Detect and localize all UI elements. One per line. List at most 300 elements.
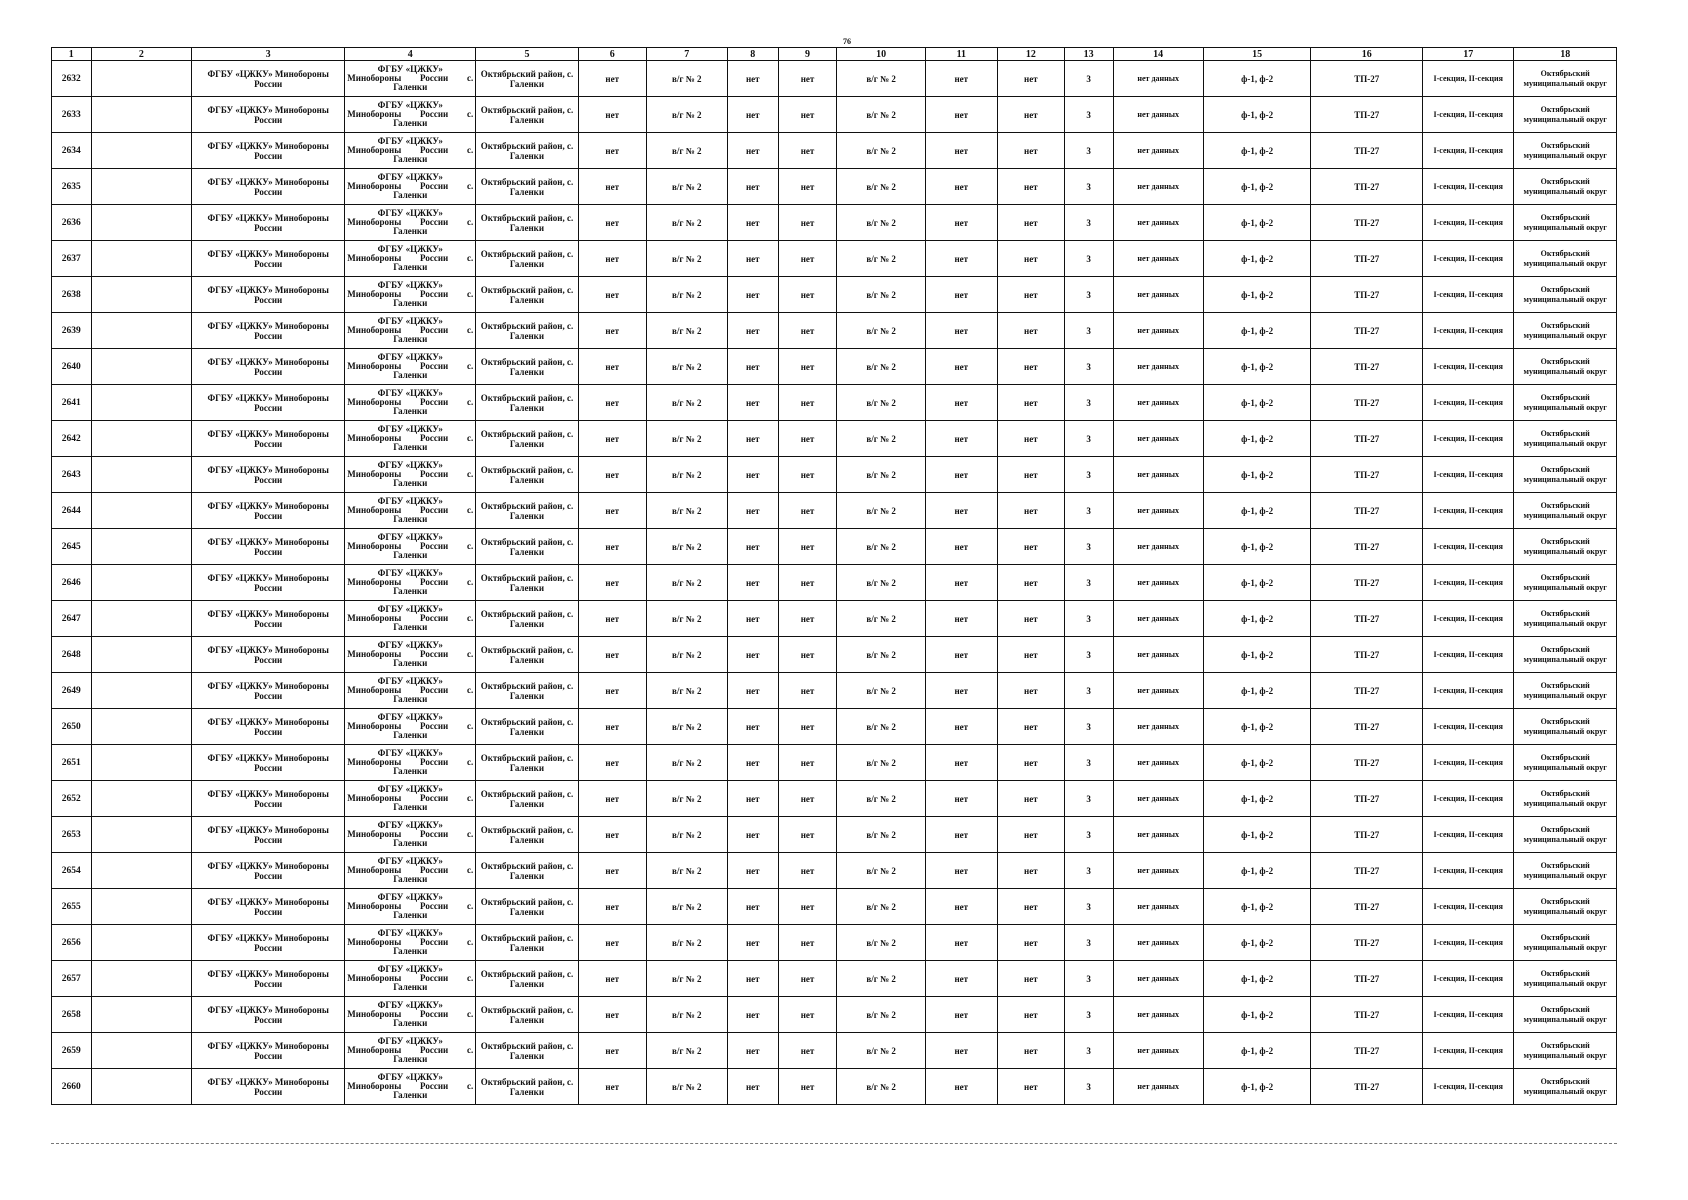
cell-owner-address (345, 205, 476, 241)
cell-col-15: ф-1, ф-2 (1203, 853, 1311, 889)
cell-col-7: в/г № 2 (646, 169, 727, 205)
row-number: 2640 (52, 349, 92, 385)
cell-owner-address-line-2: Минобороны России с. (347, 613, 474, 623)
cell-col-6: нет (578, 529, 646, 565)
cell-col-17: I-секция, II-секция (1423, 421, 1514, 457)
cell-owner-address (345, 1069, 476, 1105)
table-row (52, 889, 1617, 925)
cell-col-15: ф-1, ф-2 (1203, 889, 1311, 925)
cell-col-5: Октябрьский район, с. Галенки (476, 529, 579, 565)
table-row (52, 817, 1617, 853)
cell-col-5: Октябрьский район, с. Галенки (476, 781, 579, 817)
cell-col-10: в/г № 2 (837, 205, 925, 241)
cell-col-10: в/г № 2 (837, 385, 925, 421)
cell-col-9: нет (778, 457, 837, 493)
cell-col-14: нет данных (1113, 961, 1203, 997)
cell-col-12: нет (997, 1069, 1064, 1105)
column-header-8: 8 (727, 48, 778, 61)
cell-col-16: ТП-27 (1311, 61, 1423, 97)
cell-col-14: нет данных (1113, 241, 1203, 277)
table-row (52, 205, 1617, 241)
cell-col-15: ф-1, ф-2 (1203, 133, 1311, 169)
cell-col-5: Октябрьский район, с. Галенки (476, 457, 579, 493)
cell-owner-address-line-3: Галенки (393, 298, 428, 308)
page-number-mark: 76 (843, 37, 851, 46)
table-row (52, 637, 1617, 673)
cell-owner-address (345, 853, 476, 889)
cell-owner-address-line-1: ФГБУ «ЦЖКУ» (377, 676, 443, 686)
cell-col-3: ФГБУ «ЦЖКУ» Минобороны России (192, 421, 345, 457)
cell-col-9: нет (778, 97, 837, 133)
cell-col-12: нет (997, 61, 1064, 97)
cell-col-6: нет (578, 97, 646, 133)
cell-col-14: нет данных (1113, 853, 1203, 889)
row-number: 2660 (52, 1069, 92, 1105)
cell-col-7: в/г № 2 (646, 889, 727, 925)
row-number: 2653 (52, 817, 92, 853)
cell-col-11: нет (925, 313, 997, 349)
cell-col-3: ФГБУ «ЦЖКУ» Минобороны России (192, 385, 345, 421)
cell-owner-address (345, 745, 476, 781)
cell-col-2 (91, 961, 191, 997)
cell-col-10: в/г № 2 (837, 241, 925, 277)
cell-owner-address-line-2: Минобороны России с. (347, 577, 474, 587)
cell-col-10: в/г № 2 (837, 925, 925, 961)
cell-col-18: Октябрьский муниципальный округ (1514, 241, 1617, 277)
cell-owner-address-line-2: Минобороны России с. (347, 865, 474, 875)
cell-col-6: нет (578, 961, 646, 997)
cell-col-15: ф-1, ф-2 (1203, 709, 1311, 745)
cell-owner-address-line-1: ФГБУ «ЦЖКУ» (377, 1036, 443, 1046)
cell-col-13: 3 (1064, 673, 1113, 709)
table-row (52, 709, 1617, 745)
cell-col-12: нет (997, 529, 1064, 565)
cell-col-16: ТП-27 (1311, 205, 1423, 241)
cell-col-13: 3 (1064, 457, 1113, 493)
cell-col-15: ф-1, ф-2 (1203, 421, 1311, 457)
table-row (52, 313, 1617, 349)
cell-col-10: в/г № 2 (837, 601, 925, 637)
cell-col-15: ф-1, ф-2 (1203, 961, 1311, 997)
cell-col-10: в/г № 2 (837, 997, 925, 1033)
cell-owner-address (345, 673, 476, 709)
cell-owner-address-line-2: Минобороны России с. (347, 433, 474, 443)
cell-col-8: нет (727, 781, 778, 817)
cell-col-17: I-секция, II-секция (1423, 709, 1514, 745)
column-header-2: 2 (91, 48, 191, 61)
cell-col-17: I-секция, II-секция (1423, 493, 1514, 529)
cell-col-16: ТП-27 (1311, 709, 1423, 745)
cell-owner-address-line-3: Галенки (393, 118, 428, 128)
cell-col-15: ф-1, ф-2 (1203, 925, 1311, 961)
cell-col-8: нет (727, 1069, 778, 1105)
table-row (52, 1069, 1617, 1105)
cell-owner-address-line-1: ФГБУ «ЦЖКУ» (377, 928, 443, 938)
cell-col-9: нет (778, 853, 837, 889)
cell-col-17: I-секция, II-секция (1423, 745, 1514, 781)
cell-col-13: 3 (1064, 1033, 1113, 1069)
cell-owner-address (345, 997, 476, 1033)
cell-col-13: 3 (1064, 637, 1113, 673)
cell-col-12: нет (997, 205, 1064, 241)
cell-col-6: нет (578, 205, 646, 241)
cell-col-13: 3 (1064, 925, 1113, 961)
cell-col-18: Октябрьский муниципальный округ (1514, 1033, 1617, 1069)
cell-owner-address-line-2: Минобороны России с. (347, 325, 474, 335)
cell-owner-address-line-2: Минобороны России с. (347, 649, 474, 659)
cell-col-12: нет (997, 997, 1064, 1033)
cell-col-3: ФГБУ «ЦЖКУ» Минобороны России (192, 961, 345, 997)
cell-col-11: нет (925, 529, 997, 565)
cell-col-14: нет данных (1113, 817, 1203, 853)
cell-col-13: 3 (1064, 1069, 1113, 1105)
cell-owner-address-line-1: ФГБУ «ЦЖКУ» (377, 604, 443, 614)
cell-col-5: Октябрьский район, с. Галенки (476, 817, 579, 853)
cell-col-3: ФГБУ «ЦЖКУ» Минобороны России (192, 601, 345, 637)
cell-col-6: нет (578, 997, 646, 1033)
cell-col-16: ТП-27 (1311, 277, 1423, 313)
cell-col-8: нет (727, 241, 778, 277)
cell-owner-address-line-3: Галенки (393, 802, 428, 812)
cell-col-16: ТП-27 (1311, 241, 1423, 277)
cell-col-3: ФГБУ «ЦЖКУ» Минобороны России (192, 241, 345, 277)
cell-col-11: нет (925, 1033, 997, 1069)
cell-col-7: в/г № 2 (646, 565, 727, 601)
cell-col-2 (91, 133, 191, 169)
cell-col-14: нет данных (1113, 1033, 1203, 1069)
row-number: 2650 (52, 709, 92, 745)
row-number: 2642 (52, 421, 92, 457)
cell-col-13: 3 (1064, 133, 1113, 169)
cell-col-14: нет данных (1113, 529, 1203, 565)
cell-owner-address-line-1: ФГБУ «ЦЖКУ» (377, 640, 443, 650)
cell-col-17: I-секция, II-секция (1423, 673, 1514, 709)
cell-col-10: в/г № 2 (837, 493, 925, 529)
cell-col-2 (91, 529, 191, 565)
cell-col-15: ф-1, ф-2 (1203, 745, 1311, 781)
cell-col-16: ТП-27 (1311, 997, 1423, 1033)
column-header-10: 10 (837, 48, 925, 61)
cell-col-2 (91, 169, 191, 205)
cell-col-7: в/г № 2 (646, 97, 727, 133)
cell-owner-address-line-2: Минобороны России с. (347, 1045, 474, 1055)
row-number: 2632 (52, 61, 92, 97)
cell-col-8: нет (727, 889, 778, 925)
row-number: 2637 (52, 241, 92, 277)
cell-col-17: I-секция, II-секция (1423, 205, 1514, 241)
cell-col-8: нет (727, 385, 778, 421)
cell-col-9: нет (778, 385, 837, 421)
cell-col-7: в/г № 2 (646, 61, 727, 97)
cell-col-3: ФГБУ «ЦЖКУ» Минобороны России (192, 493, 345, 529)
cell-owner-address-line-1: ФГБУ «ЦЖКУ» (377, 748, 443, 758)
cell-col-7: в/г № 2 (646, 277, 727, 313)
cell-col-7: в/г № 2 (646, 637, 727, 673)
cell-owner-address (345, 349, 476, 385)
cell-owner-address (345, 781, 476, 817)
cell-col-8: нет (727, 205, 778, 241)
row-number: 2651 (52, 745, 92, 781)
cell-col-7: в/г № 2 (646, 493, 727, 529)
cell-owner-address-line-2: Минобороны России с. (347, 505, 474, 515)
cell-col-10: в/г № 2 (837, 421, 925, 457)
cell-col-10: в/г № 2 (837, 457, 925, 493)
cell-col-5: Октябрьский район, с. Галенки (476, 997, 579, 1033)
cell-col-6: нет (578, 457, 646, 493)
cell-col-15: ф-1, ф-2 (1203, 637, 1311, 673)
cell-col-11: нет (925, 925, 997, 961)
cell-col-2 (91, 853, 191, 889)
cell-col-13: 3 (1064, 421, 1113, 457)
cell-col-9: нет (778, 601, 837, 637)
cell-owner-address (345, 61, 476, 97)
cell-col-2 (91, 313, 191, 349)
cell-col-10: в/г № 2 (837, 1033, 925, 1069)
cell-col-10: в/г № 2 (837, 313, 925, 349)
cell-col-17: I-секция, II-секция (1423, 241, 1514, 277)
cell-col-18: Октябрьский муниципальный округ (1514, 997, 1617, 1033)
row-number: 2644 (52, 493, 92, 529)
cell-col-5: Октябрьский район, с. Галенки (476, 601, 579, 637)
cell-col-18: Октябрьский муниципальный округ (1514, 529, 1617, 565)
cell-col-12: нет (997, 637, 1064, 673)
cell-col-6: нет (578, 781, 646, 817)
cell-owner-address (345, 817, 476, 853)
cell-col-18: Октябрьский муниципальный округ (1514, 637, 1617, 673)
cell-col-14: нет данных (1113, 133, 1203, 169)
cell-owner-address-line-3: Галенки (393, 370, 428, 380)
cell-col-3: ФГБУ «ЦЖКУ» Минобороны России (192, 673, 345, 709)
table-row (52, 457, 1617, 493)
cell-col-11: нет (925, 349, 997, 385)
cell-col-3: ФГБУ «ЦЖКУ» Минобороны России (192, 349, 345, 385)
cell-col-16: ТП-27 (1311, 529, 1423, 565)
cell-col-5: Октябрьский район, с. Галенки (476, 421, 579, 457)
column-header-16: 16 (1311, 48, 1423, 61)
row-number: 2649 (52, 673, 92, 709)
row-number: 2655 (52, 889, 92, 925)
cell-owner-address (345, 241, 476, 277)
cell-col-12: нет (997, 421, 1064, 457)
cell-col-12: нет (997, 709, 1064, 745)
cell-col-10: в/г № 2 (837, 673, 925, 709)
cell-col-18: Октябрьский муниципальный округ (1514, 421, 1617, 457)
cell-col-5: Октябрьский район, с. Галенки (476, 493, 579, 529)
cell-owner-address-line-2: Минобороны России с. (347, 793, 474, 803)
cell-col-16: ТП-27 (1311, 1069, 1423, 1105)
cell-col-13: 3 (1064, 349, 1113, 385)
cell-col-5: Октябрьский район, с. Галенки (476, 133, 579, 169)
cell-col-18: Октябрьский муниципальный округ (1514, 133, 1617, 169)
cell-col-12: нет (997, 673, 1064, 709)
cell-col-15: ф-1, ф-2 (1203, 205, 1311, 241)
cell-col-8: нет (727, 169, 778, 205)
cell-col-2 (91, 889, 191, 925)
cell-col-7: в/г № 2 (646, 817, 727, 853)
row-number: 2657 (52, 961, 92, 997)
cell-col-8: нет (727, 853, 778, 889)
cell-col-14: нет данных (1113, 781, 1203, 817)
cell-col-9: нет (778, 997, 837, 1033)
cell-col-14: нет данных (1113, 709, 1203, 745)
cell-col-12: нет (997, 349, 1064, 385)
cell-col-14: нет данных (1113, 889, 1203, 925)
table-row (52, 349, 1617, 385)
cell-col-3: ФГБУ «ЦЖКУ» Минобороны России (192, 169, 345, 205)
cell-owner-address-line-1: ФГБУ «ЦЖКУ» (377, 496, 443, 506)
cell-col-7: в/г № 2 (646, 997, 727, 1033)
cell-col-2 (91, 709, 191, 745)
cell-col-17: I-секция, II-секция (1423, 1069, 1514, 1105)
cell-col-5: Октябрьский район, с. Галенки (476, 349, 579, 385)
cell-owner-address-line-1: ФГБУ «ЦЖКУ» (377, 208, 443, 218)
cell-owner-address-line-3: Галенки (393, 694, 428, 704)
cell-owner-address-line-2: Минобороны России с. (347, 361, 474, 371)
cell-col-16: ТП-27 (1311, 97, 1423, 133)
cell-col-11: нет (925, 97, 997, 133)
cell-col-3: ФГБУ «ЦЖКУ» Минобороны России (192, 817, 345, 853)
cell-owner-address-line-2: Минобороны России с. (347, 757, 474, 767)
cell-owner-address-line-1: ФГБУ «ЦЖКУ» (377, 964, 443, 974)
cell-col-9: нет (778, 781, 837, 817)
cell-owner-address-line-1: ФГБУ «ЦЖКУ» (377, 892, 443, 902)
cell-col-15: ф-1, ф-2 (1203, 277, 1311, 313)
cell-col-14: нет данных (1113, 673, 1203, 709)
cell-col-15: ф-1, ф-2 (1203, 385, 1311, 421)
cell-col-3: ФГБУ «ЦЖКУ» Минобороны России (192, 277, 345, 313)
cell-col-7: в/г № 2 (646, 457, 727, 493)
cell-col-16: ТП-27 (1311, 349, 1423, 385)
cell-col-8: нет (727, 277, 778, 313)
cell-owner-address-line-2: Минобороны России с. (347, 973, 474, 983)
cell-col-13: 3 (1064, 169, 1113, 205)
cell-col-12: нет (997, 745, 1064, 781)
cell-col-15: ф-1, ф-2 (1203, 169, 1311, 205)
cell-owner-address-line-2: Минобороны России с. (347, 937, 474, 947)
cell-col-14: нет данных (1113, 277, 1203, 313)
cell-owner-address-line-2: Минобороны России с. (347, 217, 474, 227)
cell-col-12: нет (997, 817, 1064, 853)
cell-col-17: I-секция, II-секция (1423, 565, 1514, 601)
cell-col-18: Октябрьский муниципальный округ (1514, 781, 1617, 817)
column-header-15: 15 (1203, 48, 1311, 61)
cell-col-6: нет (578, 349, 646, 385)
cell-col-13: 3 (1064, 97, 1113, 133)
cell-col-8: нет (727, 565, 778, 601)
cell-owner-address (345, 565, 476, 601)
cell-col-7: в/г № 2 (646, 241, 727, 277)
table-row (52, 529, 1617, 565)
cell-col-2 (91, 817, 191, 853)
cell-col-17: I-секция, II-секция (1423, 601, 1514, 637)
row-number: 2639 (52, 313, 92, 349)
table-row (52, 169, 1617, 205)
cell-col-16: ТП-27 (1311, 1033, 1423, 1069)
cell-col-15: ф-1, ф-2 (1203, 817, 1311, 853)
cell-col-2 (91, 385, 191, 421)
cell-col-18: Октябрьский муниципальный округ (1514, 889, 1617, 925)
cell-col-12: нет (997, 925, 1064, 961)
table-row (52, 961, 1617, 997)
cell-col-10: в/г № 2 (837, 565, 925, 601)
cell-col-10: в/г № 2 (837, 637, 925, 673)
cell-col-16: ТП-27 (1311, 565, 1423, 601)
table-row (52, 385, 1617, 421)
cell-col-5: Октябрьский район, с. Галенки (476, 97, 579, 133)
cell-col-18: Октябрьский муниципальный округ (1514, 925, 1617, 961)
cell-col-6: нет (578, 277, 646, 313)
cell-col-12: нет (997, 241, 1064, 277)
cell-col-12: нет (997, 565, 1064, 601)
cell-col-6: нет (578, 889, 646, 925)
cell-col-3: ФГБУ «ЦЖКУ» Минобороны России (192, 781, 345, 817)
cell-col-6: нет (578, 385, 646, 421)
cell-owner-address-line-2: Минобороны России с. (347, 1081, 474, 1091)
cell-col-7: в/г № 2 (646, 745, 727, 781)
cell-col-8: нет (727, 421, 778, 457)
cell-col-15: ф-1, ф-2 (1203, 565, 1311, 601)
column-header-6: 6 (578, 48, 646, 61)
cell-col-13: 3 (1064, 601, 1113, 637)
cell-col-15: ф-1, ф-2 (1203, 493, 1311, 529)
row-number: 2636 (52, 205, 92, 241)
cell-col-11: нет (925, 745, 997, 781)
cell-col-10: в/г № 2 (837, 709, 925, 745)
cell-col-11: нет (925, 133, 997, 169)
column-header-5: 5 (476, 48, 579, 61)
cell-col-17: I-секция, II-секция (1423, 169, 1514, 205)
cell-col-13: 3 (1064, 385, 1113, 421)
cell-col-9: нет (778, 421, 837, 457)
cell-owner-address-line-3: Галенки (393, 262, 428, 272)
cell-col-17: I-секция, II-секция (1423, 1033, 1514, 1069)
cell-col-18: Октябрьский муниципальный округ (1514, 817, 1617, 853)
cell-col-17: I-секция, II-секция (1423, 277, 1514, 313)
row-number: 2652 (52, 781, 92, 817)
cell-owner-address (345, 97, 476, 133)
column-header-18: 18 (1514, 48, 1617, 61)
cell-col-18: Октябрьский муниципальный округ (1514, 97, 1617, 133)
cell-col-9: нет (778, 349, 837, 385)
cell-col-16: ТП-27 (1311, 889, 1423, 925)
cell-col-2 (91, 1069, 191, 1105)
cell-col-9: нет (778, 637, 837, 673)
cell-owner-address-line-3: Галенки (393, 334, 428, 344)
cell-col-13: 3 (1064, 817, 1113, 853)
cell-col-13: 3 (1064, 997, 1113, 1033)
cell-col-12: нет (997, 385, 1064, 421)
row-number: 2643 (52, 457, 92, 493)
table-row (52, 241, 1617, 277)
cell-col-6: нет (578, 1033, 646, 1069)
cell-col-8: нет (727, 745, 778, 781)
cell-col-3: ФГБУ «ЦЖКУ» Минобороны России (192, 457, 345, 493)
cell-col-18: Октябрьский муниципальный округ (1514, 61, 1617, 97)
table-row (52, 997, 1617, 1033)
cell-owner-address (345, 493, 476, 529)
cell-col-13: 3 (1064, 961, 1113, 997)
row-number: 2658 (52, 997, 92, 1033)
cell-col-9: нет (778, 493, 837, 529)
column-header-9: 9 (778, 48, 837, 61)
cell-owner-address-line-2: Минобороны России с. (347, 397, 474, 407)
cell-col-14: нет данных (1113, 205, 1203, 241)
cell-col-18: Октябрьский муниципальный округ (1514, 745, 1617, 781)
cell-col-5: Октябрьский район, с. Галенки (476, 673, 579, 709)
cell-col-2 (91, 205, 191, 241)
cell-col-3: ФГБУ «ЦЖКУ» Минобороны России (192, 745, 345, 781)
cell-col-13: 3 (1064, 781, 1113, 817)
